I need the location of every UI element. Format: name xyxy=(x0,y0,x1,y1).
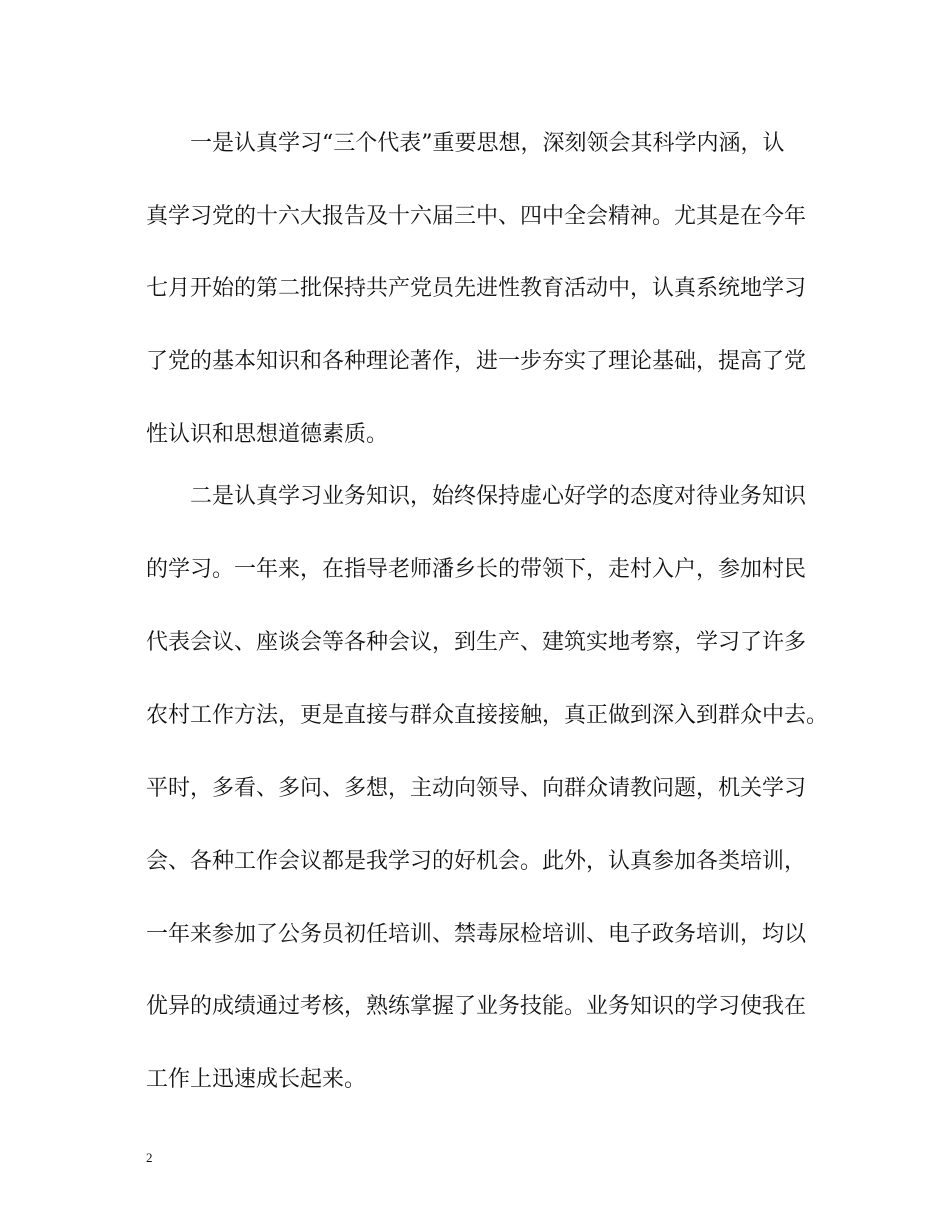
paragraph-2-line-3: 代表会议、座谈会等各种会议，到生产、建筑实地考察，学习了许多 xyxy=(146,630,807,655)
paragraph-2-line-6: 会、各种工作会议都是我学习的好机会。此外，认真参加各类培训， xyxy=(146,849,807,874)
paragraph-2-line-8: 优异的成绩通过考核，熟练掌握了业务技能。业务知识的学习使我在 xyxy=(146,994,807,1019)
paragraph-1-line-1: 一是认真学习“三个代表”重要思想，深刻领会其科学内涵，认 xyxy=(190,131,785,156)
paragraph-2-line-2: 的学习。一年来，在指导老师潘乡长的带领下，走村入户，参加村民 xyxy=(146,557,807,582)
paragraph-2-line-4: 农村工作方法，更是直接与群众直接接触，真正做到深入到群众中去。 xyxy=(146,703,829,728)
paragraph-2-line-7: 一年来参加了公务员初任培训、禁毒尿检培训、电子政务培训，均以 xyxy=(146,922,807,947)
paragraph-1-line-2: 真学习党的十六大报告及十六届三中、四中全会精神。尤其是在今年 xyxy=(146,204,807,229)
paragraph-2-line-9: 工作上迅速成长起来。 xyxy=(146,1067,367,1092)
paragraph-2-line-5: 平时，多看、多问、多想，主动向领导、向群众请教问题，机关学习 xyxy=(146,776,807,801)
paragraph-2-line-1: 二是认真学习业务知识，始终保持虚心好学的态度对待业务知识 xyxy=(190,484,807,509)
paragraph-1-line-3: 七月开始的第二批保持共产党员先进性教育活动中，认真系统地学习 xyxy=(146,276,807,301)
paragraph-1-line-5: 性认识和思想道德素质。 xyxy=(146,422,389,447)
page-number: 2 xyxy=(146,1150,153,1165)
paragraph-1-line-4: 了党的基本知识和各种理论著作，进一步夯实了理论基础，提高了党 xyxy=(146,349,807,374)
